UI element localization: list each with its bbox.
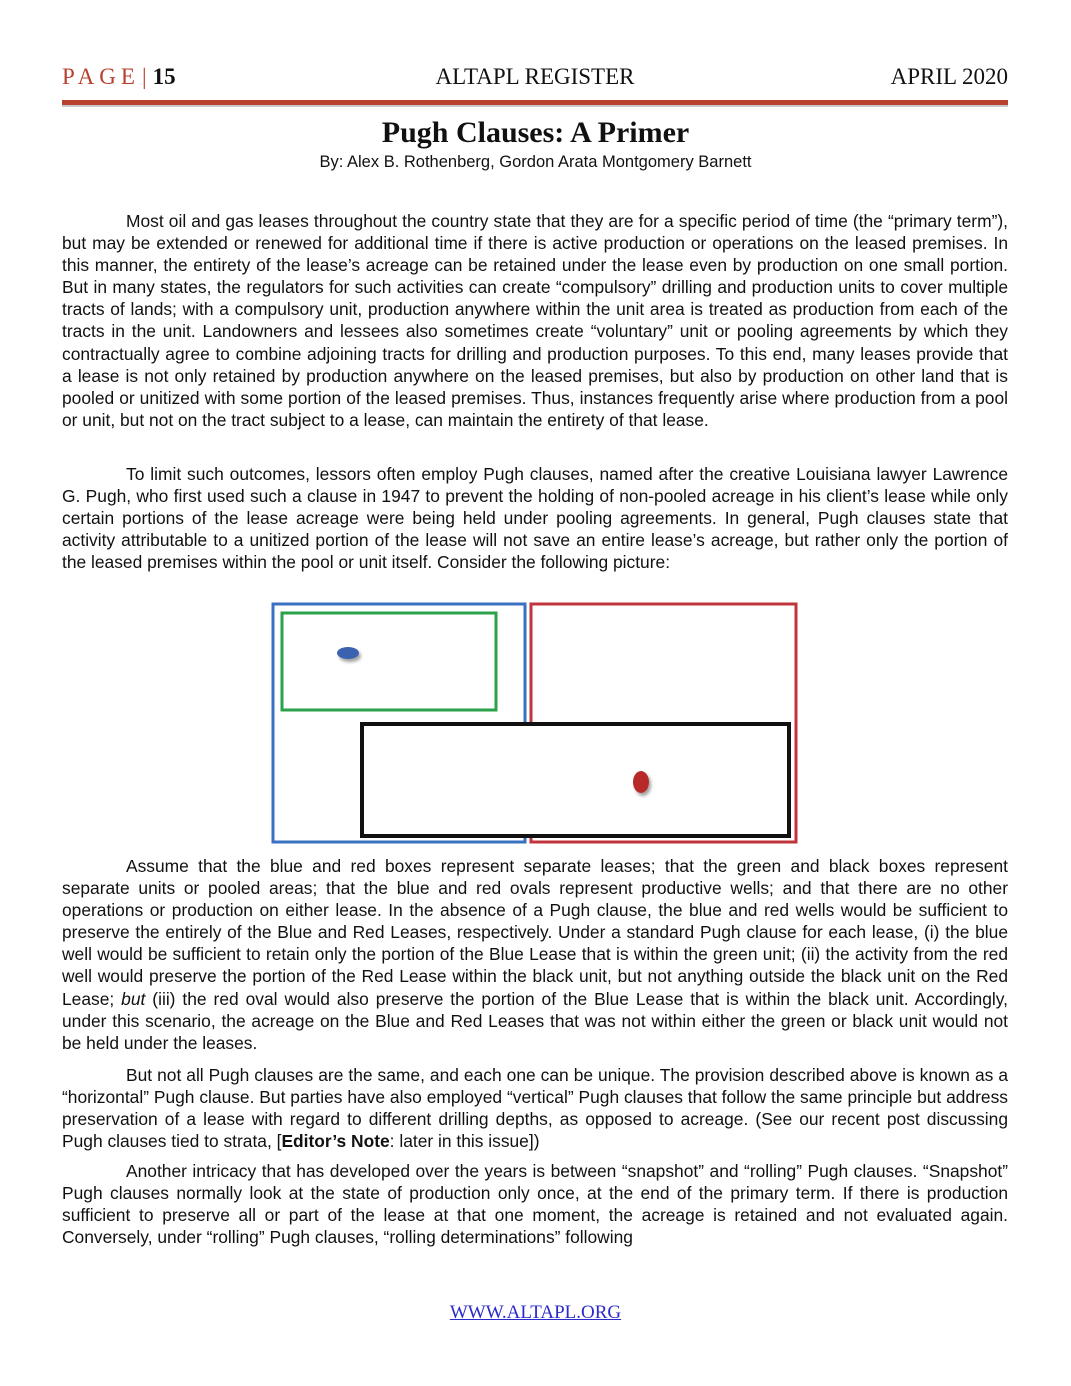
paragraph-5: Another intricacy that has developed over the years is between “snapshot” and “rolling” Pugh clauses. “Snapshot” Pugh clauses normally look at the state of production only once, at the end of the primary term. If there is production sufficient to preserve all or part of the lease at that one moment, the acreage is retained and not evaluated again. Conversely, under “rolling” Pugh clauses, “rolling determinations” following (62, 1161, 1008, 1248)
paragraph-3-text-a: Assume that the blue and red boxes represent separate leases; that the green and black boxes represent separate units or pooled areas; that the blue and red ovals represent productive wells; and that there are no other operations or production on either lease. In the absence of a Pugh clause, the blue and red wells would be sufficient to preserve the entirely of the Blue and Red Leases, respectively. Under a standard Pugh clause for each lease, (i) the blue well would be sufficient to retain only the portion of the Blue Lease that is within the green unit; (ii) the activity from the red well would preserve the portion of the Red Lease within the black unit, but not anything outside the black unit on the Red Lease; (62, 856, 1008, 1009)
page-number: 15 (152, 64, 176, 89)
article-title: Pugh Clauses: A Primer (381, 116, 690, 149)
website-link[interactable]: WWW.ALTAPL.ORG (449, 1302, 622, 1323)
publication-name: ALTAPL REGISTER (435, 64, 635, 89)
red-well-oval (633, 771, 649, 793)
paragraph-3-italic: but (121, 988, 146, 1009)
paragraph-4 (62, 1064, 1008, 1152)
paragraph-1: Most oil and gas leases throughout the country state that they are for a specific period of time (the “primary term”), but may be extended or renewed for additional time if there is active production or operations on the leased premises. In this manner, the entirety of the lease’s acreage can be retained under the lease even by production on one small portion. But in many states, the regulators for such activities can create “compulsory” drilling and production units to cover multiple tracts of lands; with a compulsory unit, production anywhere within the unit area is treated as production from each of the tracts in the unit. Landowners and lessees also sometimes create “voluntary” unit or pooling agreements by which they contractually agree to combine adjoining tracts for drilling and production purposes. To this end, many leases provide that a lease is not only retained by production anywhere on the leased premises, but also by production on other land that is pooled or unitized with some portion of the leased premises. Thus, instances frequently arise where production from a pool or unit, but not on the tract subject to a lease, can maintain the entirety of that lease. (62, 211, 1008, 430)
paragraph-4-text-b: : later in this issue]) (389, 1131, 540, 1152)
paragraph-4-bold: Editor’s Note (281, 1131, 390, 1152)
paragraph-3-text-b: (iii) the red oval would also preserve the portion of the Blue Lease that is within the black unit. Accordingly, under this scenario, the acreage on the Blue and Red Leases that was not within either the green or black unit would not be held under the leases. (62, 988, 1009, 1053)
blue-well-oval (337, 647, 359, 659)
paragraph-3 (62, 855, 1008, 1054)
page-separator: | (141, 64, 147, 89)
green-unit-box (282, 613, 496, 710)
paragraph-2: To limit such outcomes, lessors often employ Pugh clauses, named after the creative Louisiana lawyer Lawrence G. Pugh, who first used such a clause in 1947 to prevent the holding of non-pooled acreage in his client’s lease while only certain portions of the lease acreage were being held under pooling agreements. In general, Pugh clauses state that activity attributable to a unitized portion of the lease will not save an entire lease’s acreage, but rather only the portion of the leased premises within the pool or unit itself. Consider the following picture: (62, 464, 1008, 573)
paragraph-4-text-a: But not all Pugh clauses are the same, and each one can be unique. The provision described above is known as a “horizontal” Pugh clause. But parties have also employed “vertical” Pugh clauses that follow the same principle but address preservation of a lease with regard to different drilling depths, as opposed to acreage. (See our recent post discussing Pugh clauses tied to strata, [ (62, 1065, 1008, 1152)
page-label: PAGE (62, 64, 140, 89)
black-unit-box (362, 724, 789, 836)
article-byline: By: Alex B. Rothenberg, Gordon Arata Montgomery Barnett (319, 153, 752, 171)
issue-date: APRIL 2020 (890, 64, 1008, 89)
